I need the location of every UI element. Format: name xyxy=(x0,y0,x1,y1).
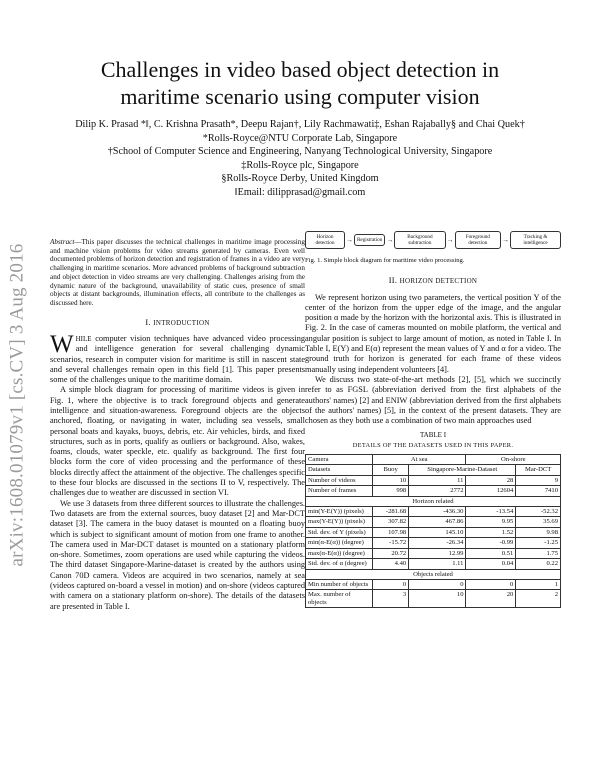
table-cell: 0 xyxy=(373,579,409,589)
paper-title-line-2: maritime scenario using computer vision xyxy=(120,84,480,109)
table-header-row xyxy=(306,455,561,465)
table-cell: -26.34 xyxy=(409,538,466,548)
table-group-row xyxy=(306,569,561,579)
figure-1-block-diagram xyxy=(305,228,561,252)
table-cell: 35.69 xyxy=(516,517,561,527)
table-cell: 1.11 xyxy=(409,559,466,569)
drop-cap: W xyxy=(50,330,74,358)
table-row xyxy=(306,486,561,496)
table-cell: 9.98 xyxy=(516,527,561,537)
row-label: max(α-E(α)) (degree) xyxy=(306,548,373,558)
intro-first-word: HILE xyxy=(75,334,92,343)
horizon-rows xyxy=(306,507,561,569)
arrow-right-icon: → xyxy=(345,235,353,244)
intro-paragraph-1 xyxy=(50,330,305,385)
table-cell: 0.04 xyxy=(466,559,516,569)
general-rows xyxy=(306,475,561,496)
abstract xyxy=(50,238,305,308)
table-cell: -1.25 xyxy=(516,538,561,548)
table-cell: 1 xyxy=(516,579,561,589)
table-row xyxy=(306,548,561,558)
table-cell: -436.30 xyxy=(409,507,466,517)
section-heading-horizon-detection xyxy=(305,276,561,286)
header-buoy: Buoy xyxy=(373,465,409,475)
table-cell: -0.99 xyxy=(466,538,516,548)
row-label: Max. number of objects xyxy=(306,590,373,608)
table-row xyxy=(306,475,561,485)
table-row xyxy=(306,590,561,608)
horizon-paragraph-1: We represent horizon using two parameters, the vertical position Y of the center of the horizon from the upper edge of the image, and the angular position α made by the horizon with the horizontal axis. This is illustrated in Fig. 2. In the case of cameras mounted on mobile platform, the vertical and angular position is subject to large amount of motion, as noted in Table I. In Table I, E(Y) and E(α) represent the mean values of Y and α for a video. The ground truth for horizon is generated for each frame of these videos manually using independent volunteers [4]. xyxy=(305,292,561,374)
table-cell: 10 xyxy=(373,475,409,485)
block-registration: Registration xyxy=(354,234,385,246)
table-row xyxy=(306,517,561,527)
author-email: ‖Email: dilipprasad@gmail.com xyxy=(234,186,366,198)
table-cell: 1.52 xyxy=(466,527,516,537)
objects-rows xyxy=(306,579,561,607)
table-header-row xyxy=(306,465,561,475)
header-on-shore: On-shore xyxy=(466,455,561,465)
horizon-paragraph-2: We discuss two state-of-the-art methods [2], [5], which we succinctly refer to as FGSL (abbreviation derived from the first alphabets of the authors' names) [2] and ENIW (abbreviation derived from the first alphabets of the authors' names) [5], in the context of the present datasets. They are chosen as they both use a combination of two main approaches used xyxy=(305,374,561,426)
paper-title-line-1: Challenges in video based object detection in xyxy=(100,57,500,82)
intro-paragraph-2: A simple block diagram for processing of maritime videos is given in Fig. 1, where the objective is to track foreground objects and generate intelligence and situation-awareness. Foreground objects are the objects anchored, floating, or navigating in water, including sea vessels, small personal boats and kayaks, buoys, debris, etc. Air vehicles, birds, and fixed structures, such as in ports, qualify as outliers or background. Also, wakes, foams, clouds, water speckle, etc. qualify as background. The first four blocks form the core of video processing and the performance of these blocks directly affect the attainment of the objective. The challenges specific to these four blocks are discussed in the sections II to V, respectively. The challenges due to weather are discussed in section VI. xyxy=(50,385,305,498)
arrow-right-icon: → xyxy=(502,235,510,244)
header-at-sea: At sea xyxy=(373,455,466,465)
table-cell: 3 xyxy=(373,590,409,608)
table-cell: 7410 xyxy=(516,486,561,496)
section-title: INTRODUCTION xyxy=(153,318,210,327)
table-cell: 9 xyxy=(516,475,561,485)
arxiv-identifier-text: arXiv:1608.01079v1 [cs.CV] 3 Aug 2016 xyxy=(6,243,27,567)
affiliation-2: †School of Computer Science and Engineering, Nanyang Technological University, Singapore xyxy=(107,146,493,157)
table-cell: 0.22 xyxy=(516,559,561,569)
block-background-subtraction: Background subtraction xyxy=(394,231,445,249)
row-label: Min number of objects xyxy=(306,579,373,589)
paper-title xyxy=(40,56,560,110)
header-mar-dct: Mar-DCT xyxy=(516,465,561,475)
row-label: min(Y-E(Y)) (pixels) xyxy=(306,507,373,517)
row-label: Number of frames xyxy=(306,486,373,496)
table-cell: 2772 xyxy=(409,486,466,496)
table-row xyxy=(306,527,561,537)
affiliation-3: ‡Rolls-Royce plc, Singapore xyxy=(241,159,359,171)
block-horizon-detection: Horizon detection xyxy=(305,231,345,249)
table-row xyxy=(306,538,561,548)
figure-1-caption: Fig. 1. Simple block diagram for maritime video processing. xyxy=(305,257,465,264)
table-cell: 2 xyxy=(516,590,561,608)
table-cell: 0 xyxy=(466,579,516,589)
table-cell: 1.75 xyxy=(516,548,561,558)
intro-paragraph-1-text: computer vision techniques have advanced video processing and intelligence generation for several challenging dynamic scenarios, research in computer vision for maritime is still in nascent state and several challenges remain open in this field [1]. This paper presents some of the challenges unique to the maritime domain. xyxy=(50,333,305,385)
table-group-row xyxy=(306,496,561,506)
header-singapore-marine: Singapore-Marine-Dataset xyxy=(409,465,516,475)
dataset-table xyxy=(305,454,561,608)
table-cell: 145.10 xyxy=(409,527,466,537)
block-foreground-detection: Foreground detection xyxy=(455,231,502,249)
row-label: min(α-E(α)) (degree) xyxy=(306,538,373,548)
table-cell: 12.99 xyxy=(409,548,466,558)
group-horizon-related: Horizon related xyxy=(306,496,561,506)
table-cell: 11 xyxy=(409,475,466,485)
author-names: Dilip K. Prasad *‖, C. Krishna Prasath*, Deepu Rajan†, Lily Rachmawati‡, Eshan Rajabally§ and Chai Quek† xyxy=(75,119,525,130)
affiliation-1: *Rolls-Royce@NTU Corporate Lab, Singapore xyxy=(202,132,398,144)
group-objects-related: Objects related xyxy=(306,569,561,579)
abstract-text: —This paper discusses the technical challenges in maritime image processing and machine vision problems for video streams generated by cameras. Even well documented problems of horizon detection and registration of frames in a video are very challenging in maritime scenarios. More advanced problems of background subtraction and object detection in video streams are very challenging. Challenges arising from the dynamic nature of the background, unavailability of static cues, presence of small objects at distant backgrounds, illumination effects, all contribute to the challenges as discussed here. xyxy=(50,238,305,307)
table-cell: 107.98 xyxy=(373,527,409,537)
table-cell: 0 xyxy=(409,579,466,589)
affiliation-4: §Rolls-Royce Derby, United Kingdom xyxy=(221,173,379,184)
table-cell: 4.40 xyxy=(373,559,409,569)
row-label: Number of videos xyxy=(306,475,373,485)
table-cell: 307.82 xyxy=(373,517,409,527)
section-heading-introduction xyxy=(50,318,305,328)
author-block xyxy=(40,118,560,199)
table-cell: 10 xyxy=(409,590,466,608)
table-cell: 998 xyxy=(373,486,409,496)
section-number: II. xyxy=(388,276,398,286)
row-label: Std. dev. of Y (pixels) xyxy=(306,527,373,537)
table-1-caption: DETAILS OF THE DATASETS USED IN THIS PAPER. xyxy=(352,441,514,449)
header-datasets: Datasets xyxy=(306,465,373,475)
table-cell: 0.51 xyxy=(466,548,516,558)
section-number: I. xyxy=(145,317,151,327)
table-cell: 12604 xyxy=(466,486,516,496)
header-camera: Camera xyxy=(306,455,373,465)
table-cell: 9.95 xyxy=(466,517,516,527)
table-1-label: TABLE I xyxy=(419,431,447,440)
row-label: max(Y-E(Y)) (pixels) xyxy=(306,517,373,527)
table-row xyxy=(306,579,561,589)
table-cell: -281.68 xyxy=(373,507,409,517)
table-cell: -13.54 xyxy=(466,507,516,517)
table-cell: -15.72 xyxy=(373,538,409,548)
section-title: HORIZON DETECTION xyxy=(399,277,478,286)
table-cell: 467.86 xyxy=(409,517,466,527)
table-cell: -52.32 xyxy=(516,507,561,517)
arrow-right-icon: → xyxy=(446,235,454,244)
intro-paragraph-3: We use 3 datasets from three different sources to illustrate the challenges. Two datasets are from the external sources, buoy dataset [2] and Mar-DCT dataset [3]. The camera in the buoy dataset is mounted on a floating buoy which is subject to significant amount of motion from one frame to another. The camera used in Mar-DCT dataset is mounted on a stationary platform on-shore. Sometimes, zoom operations are used while capturing the videos. The third dataset Singapore-Marine-dataset is created by the authors using Canon 70D camera. Videos are acquired in two scenarios, namely at sea (videos captured on-board a vessel in motion) and on-shore (videos captured with camera on a stationary platform on-shore). The details of the datasets are presented in Table I. xyxy=(50,498,305,611)
block-tracking-intelligence: Tracking & intelligence xyxy=(510,231,561,249)
abstract-label: Abstract xyxy=(50,238,75,246)
table-row xyxy=(306,559,561,569)
table-cell: 20 xyxy=(466,590,516,608)
table-row xyxy=(306,507,561,517)
table-cell: 20.72 xyxy=(373,548,409,558)
row-label: Std. dev. of α (degree) xyxy=(306,559,373,569)
table-cell: 28 xyxy=(466,475,516,485)
arxiv-identifier xyxy=(6,210,28,600)
arrow-right-icon: → xyxy=(386,235,394,244)
right-column xyxy=(305,228,561,608)
left-column xyxy=(50,228,305,612)
